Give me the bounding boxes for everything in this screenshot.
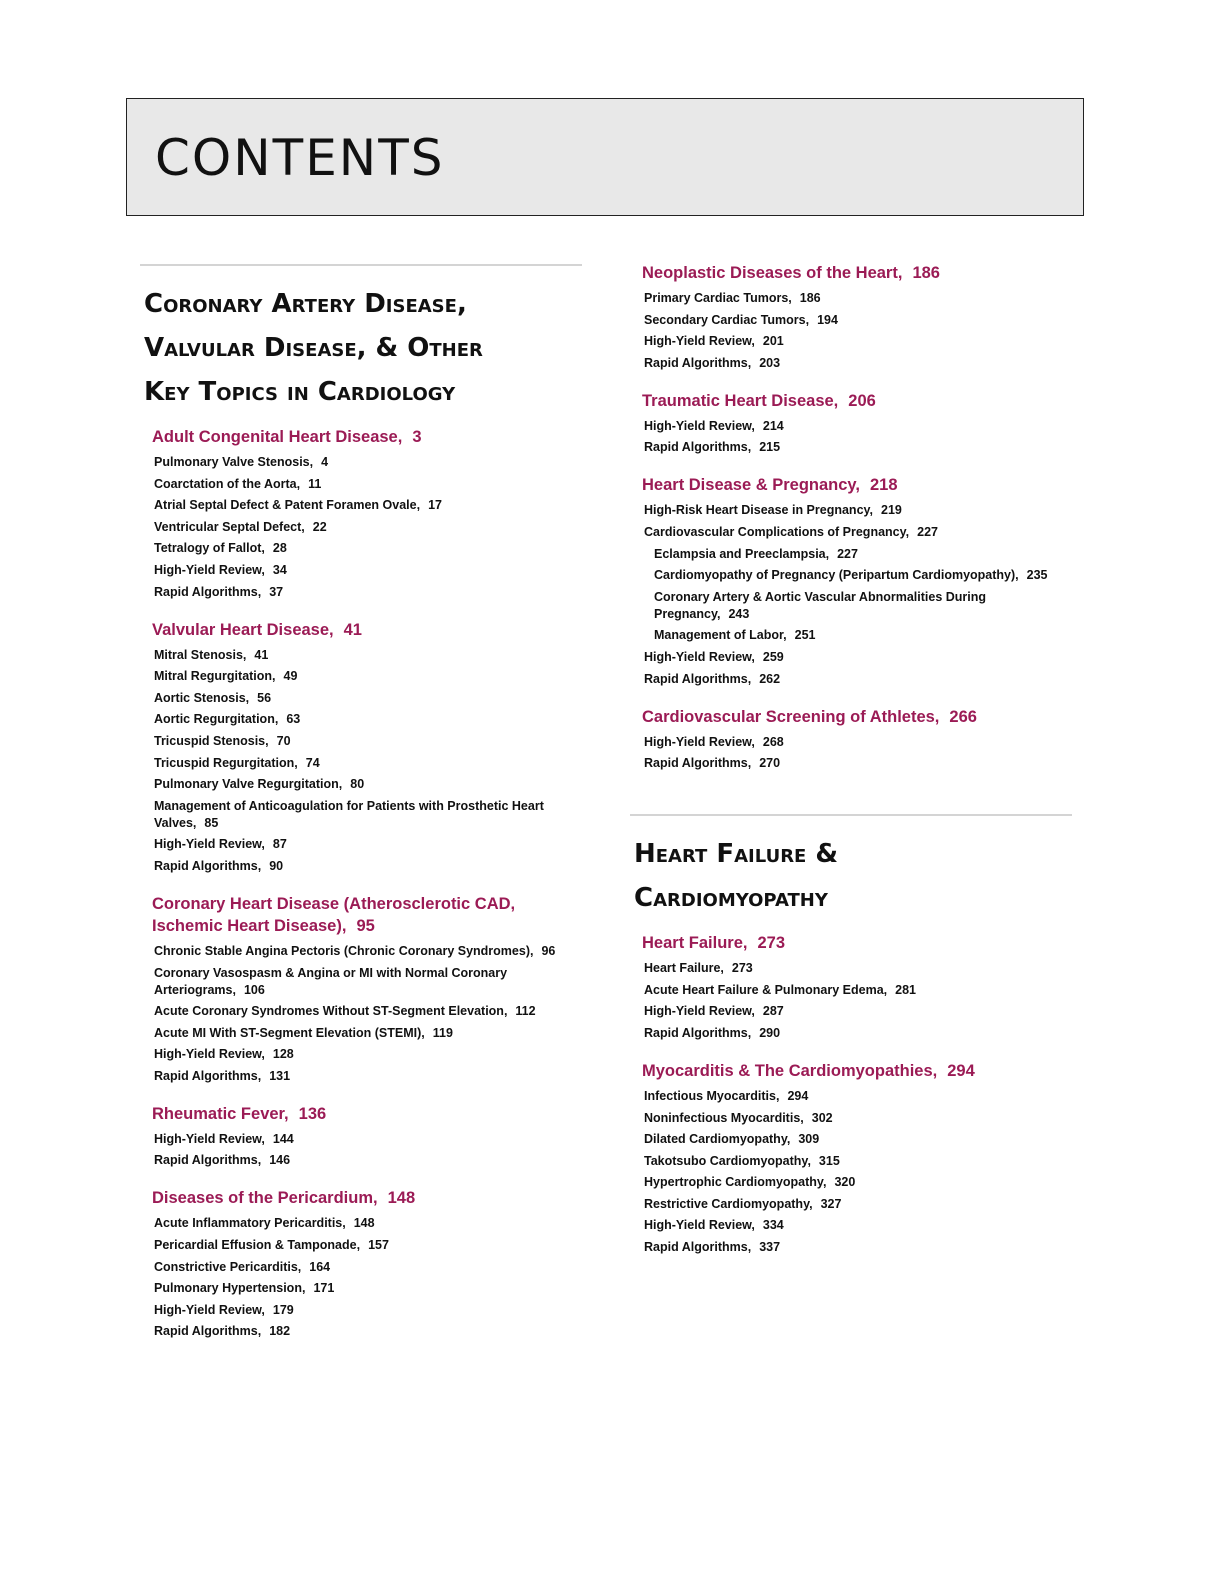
toc-entry[interactable] bbox=[154, 1025, 582, 1042]
toc-entry[interactable] bbox=[154, 668, 582, 685]
section-title[interactable] bbox=[642, 706, 1072, 728]
section-title-text: Valvular Heart Disease, bbox=[152, 620, 334, 639]
toc-entry[interactable] bbox=[644, 1153, 1072, 1170]
entry-page-number: 262 bbox=[759, 671, 781, 686]
toc-subentry[interactable] bbox=[654, 589, 1072, 623]
entry-page-number: 179 bbox=[272, 1302, 294, 1317]
entry-page-number: 119 bbox=[432, 1025, 453, 1040]
toc-section bbox=[140, 426, 582, 601]
section-title-text: Heart Disease & Pregnancy, bbox=[642, 476, 860, 495]
entry-title: Primary Cardiac Tumors, bbox=[644, 291, 792, 305]
entry-title: Pulmonary Hypertension, bbox=[154, 1281, 306, 1296]
entry-title: High-Yield Review, bbox=[644, 418, 755, 433]
entry-page-number: 259 bbox=[762, 649, 784, 664]
entry-title: Mitral Regurgitation, bbox=[154, 669, 276, 684]
entry-title: High-Yield Review, bbox=[644, 1218, 755, 1233]
entry-page-number: 268 bbox=[762, 734, 784, 749]
toc-entry[interactable] bbox=[644, 1110, 1072, 1127]
entry-page-number: 96 bbox=[541, 943, 556, 958]
entry-title: Coarctation of the Aorta, bbox=[154, 476, 301, 491]
toc-section bbox=[630, 474, 1072, 687]
toc-entry[interactable] bbox=[154, 454, 582, 471]
toc-entry[interactable] bbox=[154, 584, 582, 601]
toc-entry[interactable] bbox=[644, 1196, 1072, 1213]
section-title-text: Neoplastic Diseases of the Heart, bbox=[642, 264, 903, 282]
toc-entry[interactable] bbox=[644, 1003, 1072, 1020]
section-page-number: 294 bbox=[947, 1061, 975, 1080]
part-title-line: Key Topics in Cardiology bbox=[144, 377, 456, 407]
page-title: CONTENTS bbox=[155, 129, 445, 187]
entry-title: Cardiomyopathy of Pregnancy (Peripartum Cardiomyopathy), bbox=[654, 568, 1019, 583]
entry-page-number: 90 bbox=[269, 858, 284, 873]
toc-section bbox=[140, 893, 582, 1085]
part-title-line: Cardiomyopathy bbox=[634, 883, 828, 914]
toc-entry[interactable] bbox=[644, 1239, 1072, 1256]
entry-title: Ventricular Septal Defect, bbox=[154, 519, 305, 534]
entry-page-number: 146 bbox=[269, 1153, 291, 1168]
entry-page-number: 22 bbox=[312, 519, 327, 534]
contents-banner bbox=[126, 98, 1084, 216]
entry-title: Pulmonary Valve Stenosis, bbox=[154, 455, 314, 469]
entry-page-number: 131 bbox=[269, 1068, 291, 1083]
part-sections bbox=[630, 932, 1072, 1256]
entry-title: Rapid Algorithms, bbox=[644, 756, 752, 771]
toc-section bbox=[630, 1060, 1072, 1256]
entry-page-number: 4 bbox=[321, 455, 329, 469]
entry-page-number: 70 bbox=[276, 733, 291, 748]
entry-page-number: 227 bbox=[917, 524, 938, 539]
entry-title: Tricuspid Stenosis, bbox=[154, 733, 269, 748]
entry-page-number: 194 bbox=[817, 312, 838, 327]
entry-page-number: 41 bbox=[254, 647, 269, 662]
toc-entry[interactable] bbox=[644, 355, 1072, 372]
toc-entry[interactable] bbox=[644, 333, 1072, 350]
section-page-number: 3 bbox=[412, 428, 422, 446]
toc-entry[interactable] bbox=[154, 562, 582, 579]
entry-page-number: 290 bbox=[759, 1025, 781, 1040]
section-page-number: 218 bbox=[869, 476, 898, 495]
part-sections bbox=[630, 262, 1072, 772]
toc-entry[interactable] bbox=[154, 647, 582, 664]
toc-entry[interactable] bbox=[644, 312, 1072, 329]
entry-page-number: 106 bbox=[243, 982, 265, 997]
toc-subentry[interactable] bbox=[654, 567, 1072, 584]
toc-entry[interactable] bbox=[644, 1174, 1072, 1191]
toc-entry[interactable] bbox=[154, 798, 582, 832]
entry-title: Noninfectious Myocarditis, bbox=[644, 1110, 804, 1125]
entry-title: Constrictive Pericarditis, bbox=[154, 1259, 302, 1274]
entry-title: High-Yield Review, bbox=[154, 1302, 265, 1317]
part-divider bbox=[630, 814, 1072, 816]
toc-entry[interactable] bbox=[644, 755, 1072, 772]
entry-title: High-Yield Review, bbox=[154, 1131, 265, 1146]
section-title-text: Coronary Heart Disease (Atherosclerotic CAD, Ischemic Heart Disease), bbox=[152, 894, 516, 935]
toc-entry[interactable] bbox=[154, 965, 582, 999]
section-title[interactable] bbox=[152, 426, 582, 448]
entry-title: Rapid Algorithms, bbox=[154, 1324, 262, 1339]
toc-entry[interactable] bbox=[644, 418, 1072, 435]
section-title[interactable] bbox=[642, 390, 1072, 412]
toc-section bbox=[140, 619, 582, 875]
section-title[interactable] bbox=[642, 474, 1072, 496]
section-page-number: 148 bbox=[387, 1189, 416, 1208]
entry-page-number: 85 bbox=[204, 815, 219, 830]
entry-title: Rapid Algorithms, bbox=[154, 584, 262, 599]
entry-page-number: 74 bbox=[305, 755, 320, 770]
entry-page-number: 270 bbox=[759, 756, 781, 771]
entry-page-number: 243 bbox=[728, 606, 750, 621]
entry-title: High-Yield Review, bbox=[644, 1004, 755, 1019]
entry-title: Pericardial Effusion & Tamponade, bbox=[154, 1238, 361, 1253]
toc-entry[interactable] bbox=[644, 1025, 1072, 1042]
entry-page-number: 315 bbox=[818, 1153, 840, 1168]
toc-entry[interactable] bbox=[154, 1131, 582, 1148]
toc-entry[interactable] bbox=[154, 755, 582, 772]
entry-page-number: 219 bbox=[881, 503, 902, 518]
entry-title: Restrictive Cardiomyopathy, bbox=[644, 1196, 813, 1211]
entry-page-number: 281 bbox=[895, 982, 916, 997]
entry-title: High-Yield Review, bbox=[644, 334, 755, 349]
entry-title: High-Risk Heart Disease in Pregnancy, bbox=[644, 503, 874, 518]
section-title[interactable] bbox=[152, 1103, 582, 1125]
entry-title: Takotsubo Cardiomyopathy, bbox=[644, 1153, 811, 1168]
toc-entry[interactable] bbox=[154, 1003, 582, 1020]
entry-page-number: 273 bbox=[731, 961, 753, 976]
entry-title: Rapid Algorithms, bbox=[644, 1025, 752, 1040]
entry-title: Rapid Algorithms, bbox=[644, 355, 752, 370]
toc-entry[interactable] bbox=[644, 1217, 1072, 1234]
toc-entry[interactable] bbox=[154, 1323, 582, 1340]
toc-entry[interactable] bbox=[154, 1259, 582, 1276]
section-title-text: Heart Failure, bbox=[642, 934, 748, 953]
entry-page-number: 17 bbox=[428, 498, 442, 513]
entry-page-number: 37 bbox=[269, 584, 284, 599]
entry-page-number: 251 bbox=[794, 628, 816, 643]
section-page-number: 186 bbox=[912, 264, 940, 282]
toc-entry[interactable] bbox=[644, 502, 1072, 519]
entry-page-number: 320 bbox=[834, 1175, 856, 1190]
section-title-text: Cardiovascular Screening of Athletes, bbox=[642, 707, 940, 726]
entry-page-number: 56 bbox=[257, 690, 272, 705]
entry-title: High-Yield Review, bbox=[644, 649, 755, 664]
entry-page-number: 28 bbox=[272, 541, 287, 556]
entry-page-number: 157 bbox=[368, 1238, 389, 1253]
section-page-number: 95 bbox=[356, 916, 375, 935]
toc-section bbox=[630, 390, 1072, 457]
section-title[interactable] bbox=[152, 619, 582, 641]
toc-entry[interactable] bbox=[644, 960, 1072, 977]
entry-page-number: 327 bbox=[820, 1196, 842, 1211]
part-title bbox=[634, 832, 1072, 920]
toc-entry[interactable] bbox=[154, 858, 582, 875]
right-column bbox=[630, 262, 1072, 1274]
part-title-line: Heart Failure & bbox=[634, 839, 839, 870]
entry-title: Management of Anticoagulation for Patients with Prosthetic Heart Valves, bbox=[154, 798, 544, 830]
section-title-text: Traumatic Heart Disease, bbox=[642, 391, 839, 410]
section-title[interactable] bbox=[642, 932, 1072, 954]
entry-page-number: 148 bbox=[353, 1216, 375, 1231]
entry-page-number: 214 bbox=[762, 418, 784, 433]
section-page-number: 206 bbox=[848, 391, 876, 410]
entry-title: Infectious Myocarditis, bbox=[644, 1088, 780, 1103]
entry-title: Chronic Stable Angina Pectoris (Chronic Coronary Syndromes), bbox=[154, 943, 534, 958]
entry-page-number: 112 bbox=[515, 1004, 536, 1019]
toc-entry[interactable] bbox=[644, 649, 1072, 666]
section-title[interactable] bbox=[642, 262, 1072, 284]
entry-page-number: 201 bbox=[762, 334, 784, 349]
entry-title: Rapid Algorithms, bbox=[644, 440, 752, 455]
part-sections bbox=[140, 426, 582, 1340]
toc-subentry[interactable] bbox=[654, 546, 1072, 563]
toc-section bbox=[140, 1103, 582, 1170]
section-page-number: 41 bbox=[343, 620, 362, 639]
entry-title: Rapid Algorithms, bbox=[644, 671, 752, 686]
entry-page-number: 182 bbox=[269, 1324, 291, 1339]
entry-page-number: 287 bbox=[762, 1004, 784, 1019]
toc-entry[interactable] bbox=[644, 1131, 1072, 1148]
toc-section bbox=[140, 1187, 582, 1340]
toc-entry[interactable] bbox=[154, 476, 582, 493]
toc-section bbox=[630, 262, 1072, 372]
entry-page-number: 227 bbox=[837, 546, 858, 561]
section-title-text: Adult Congenital Heart Disease, bbox=[152, 428, 403, 446]
entry-page-number: 164 bbox=[309, 1259, 331, 1274]
toc-entry[interactable] bbox=[644, 734, 1072, 751]
entry-title: Tetralogy of Fallot, bbox=[154, 541, 265, 556]
entry-title: Rapid Algorithms, bbox=[154, 1068, 262, 1083]
entry-title: Acute Heart Failure & Pulmonary Edema, bbox=[644, 982, 888, 997]
toc-entry[interactable] bbox=[644, 982, 1072, 999]
toc-entry[interactable] bbox=[154, 540, 582, 557]
part-title bbox=[144, 282, 582, 414]
entry-title: Pulmonary Valve Regurgitation, bbox=[154, 777, 343, 792]
toc-entry[interactable] bbox=[644, 1088, 1072, 1105]
part-title-line: Valvular Disease, & Other bbox=[144, 333, 483, 363]
toc-entry[interactable] bbox=[644, 524, 1072, 541]
entry-title: Coronary Vasospasm & Angina or MI with Normal Coronary Arteriograms, bbox=[154, 965, 508, 997]
toc-entry[interactable] bbox=[154, 1280, 582, 1297]
toc-entry[interactable] bbox=[154, 1302, 582, 1319]
section-page-number: 273 bbox=[757, 934, 785, 953]
entry-page-number: 34 bbox=[272, 562, 287, 577]
entry-title: Mitral Stenosis, bbox=[154, 647, 247, 662]
section-title[interactable] bbox=[642, 1060, 1072, 1082]
toc-entry[interactable] bbox=[154, 1046, 582, 1063]
entry-title: Cardiovascular Complications of Pregnancy, bbox=[644, 524, 910, 539]
section-title[interactable] bbox=[152, 893, 582, 937]
entry-title: Secondary Cardiac Tumors, bbox=[644, 312, 810, 327]
entry-title: High-Yield Review, bbox=[154, 562, 265, 577]
section-page-number: 136 bbox=[298, 1104, 327, 1123]
part-divider bbox=[140, 264, 582, 266]
section-page-number: 266 bbox=[949, 707, 977, 726]
entry-title: Rapid Algorithms, bbox=[154, 858, 262, 873]
toc-entry[interactable] bbox=[154, 1152, 582, 1169]
entry-title: Eclampsia and Preeclampsia, bbox=[654, 546, 830, 561]
toc-section bbox=[630, 706, 1072, 773]
section-title-text: Diseases of the Pericardium, bbox=[152, 1189, 378, 1208]
entry-page-number: 186 bbox=[799, 291, 821, 305]
entry-title: Rapid Algorithms, bbox=[644, 1240, 752, 1255]
entry-title: Acute Inflammatory Pericarditis, bbox=[154, 1216, 346, 1231]
entry-page-number: 337 bbox=[759, 1240, 781, 1255]
toc-entry[interactable] bbox=[644, 671, 1072, 688]
section-title-text: Myocarditis & The Cardiomyopathies, bbox=[642, 1061, 938, 1080]
toc-entry[interactable] bbox=[154, 1068, 582, 1085]
entry-page-number: 235 bbox=[1026, 568, 1048, 583]
entry-title: Rapid Algorithms, bbox=[154, 1153, 262, 1168]
toc-entry[interactable] bbox=[644, 439, 1072, 456]
entry-page-number: 309 bbox=[798, 1132, 820, 1147]
entry-page-number: 11 bbox=[308, 476, 322, 491]
entry-title: Acute MI With ST-Segment Elevation (STEMI), bbox=[154, 1025, 425, 1040]
entry-page-number: 334 bbox=[762, 1218, 784, 1233]
entry-page-number: 80 bbox=[350, 777, 365, 792]
toc-entry[interactable] bbox=[154, 1237, 582, 1254]
entry-title: Heart Failure, bbox=[644, 961, 724, 976]
entry-page-number: 294 bbox=[787, 1088, 809, 1103]
entry-title: Acute Coronary Syndromes Without ST-Segment Elevation, bbox=[154, 1004, 508, 1019]
toc-subentry[interactable] bbox=[654, 627, 1072, 644]
entry-title: Aortic Regurgitation, bbox=[154, 712, 279, 727]
entry-page-number: 63 bbox=[286, 712, 301, 727]
entry-page-number: 171 bbox=[313, 1281, 335, 1296]
entry-title: Coronary Artery & Aortic Vascular Abnormalities During Pregnancy, bbox=[654, 589, 987, 621]
entry-title: High-Yield Review, bbox=[154, 837, 265, 852]
toc-section bbox=[630, 932, 1072, 1042]
entry-page-number: 302 bbox=[811, 1110, 833, 1125]
entry-page-number: 49 bbox=[283, 669, 298, 684]
entry-title: Aortic Stenosis, bbox=[154, 690, 250, 705]
toc-entry[interactable] bbox=[154, 1215, 582, 1232]
entry-title: High-Yield Review, bbox=[154, 1047, 265, 1062]
entry-title: Tricuspid Regurgitation, bbox=[154, 755, 298, 770]
entry-page-number: 144 bbox=[272, 1131, 294, 1146]
entry-title: Management of Labor, bbox=[654, 628, 787, 643]
entry-page-number: 128 bbox=[272, 1047, 294, 1062]
entry-page-number: 203 bbox=[759, 355, 781, 370]
section-title-text: Rheumatic Fever, bbox=[152, 1104, 289, 1123]
part-title-line: Coronary Artery Disease, bbox=[144, 289, 467, 319]
entry-title: Hypertrophic Cardiomyopathy, bbox=[644, 1175, 827, 1190]
entry-title: Dilated Cardiomyopathy, bbox=[644, 1132, 791, 1147]
toc-entry[interactable] bbox=[154, 711, 582, 728]
toc-entry[interactable] bbox=[154, 836, 582, 853]
toc-entry[interactable] bbox=[154, 497, 582, 514]
entry-title: Atrial Septal Defect & Patent Foramen Ovale, bbox=[154, 498, 421, 513]
section-title[interactable] bbox=[152, 1187, 582, 1209]
entry-title: High-Yield Review, bbox=[644, 734, 755, 749]
entry-page-number: 87 bbox=[272, 837, 287, 852]
toc-entry[interactable] bbox=[644, 290, 1072, 307]
toc-entry[interactable] bbox=[154, 776, 582, 793]
toc-entry[interactable] bbox=[154, 519, 582, 536]
entry-page-number: 215 bbox=[759, 440, 781, 455]
left-column bbox=[140, 264, 582, 1358]
toc-entry[interactable] bbox=[154, 733, 582, 750]
toc-entry[interactable] bbox=[154, 943, 582, 960]
toc-entry[interactable] bbox=[154, 690, 582, 707]
